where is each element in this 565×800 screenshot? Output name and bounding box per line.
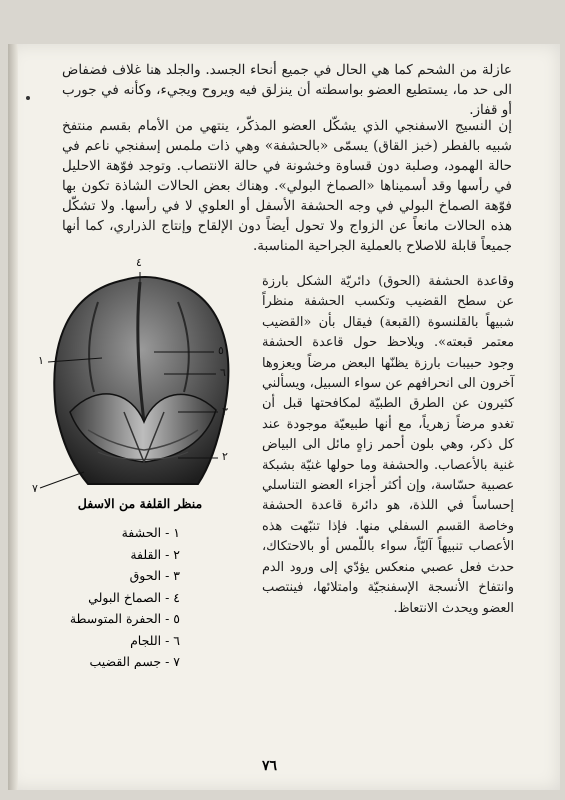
legend-item: ٥ - الحفرة المتوسطة: [69, 611, 180, 626]
paragraph-2: إن النسيج الاسفنجي الذي يشكّل العضو المذكّر، ينتهي من الأمام بقسم منتفخ شبيه بالفطر (خبز القاق) يسمّى «بالحشفة» وهي ذات ملمس إسفنجي ناعم في حالة الهمود، وصلبة دون قساوة وخشونة في حالة الانتصاب. وتوجد فوّهة الاحليل في رأسها وقد أسميناها «الصماخ البولي». وهناك بعض الحالات الشاذة تكون بها فوّهة الصماخ البولي في وجه الحشفة الأسفل أو العلوي لا في رأسها. ولا تشكّل هذه الحالات مانعاً عن الزواج ولا تحول أيضاً دون الإلقاح وإنتاج الذراري، كما أنها جميعاً قابلة للاصلاح بالعملية الجراحية المناسبة.: [62, 118, 512, 254]
paragraph-1: عازلة من الشحم كما هي الحال في جميع أنحاء الجسد. والجلد هنا غلاف فضفاض الى حد ما، يستطيع العضو بواسطته أن ينزلق فيه ويروح ويجيء، وكأنه في جورب أو قفاز.: [62, 62, 512, 118]
figure-caption: منظر القلفة من الاسفل: [77, 496, 203, 511]
figure-legend: [40, 522, 180, 673]
callout-6: ٦: [220, 366, 226, 379]
margin-mark: [26, 96, 30, 100]
legend-item: ١ - الحشفة: [121, 525, 180, 540]
column-paragraph: وقاعدة الحشفة (الحوق) دائريّة الشكل بارزة عن سطح القضيب وتكسب الحشفة منظراً شبيهاً بالقلنسوة (القبعة) فيقال بأن «القضيب معتمر قبعته». ويلاحظ حول قاعدة الحشفة وجود حبيبات بارزة يظنّها البعض مرضاً ويعزوها آخرون الى انحرافهم عن سواء السبيل، ويسألني كثيرون عن الطرق الطبيّة لمكافحتها قبل أن تغدو مرضاً زهرياً، مع أنها طبيعيّة موجودة عند كل ذكر، وهي بلون أحمر زاهٍ مائل الى البياض غنية بالأعصاب. والحشفة وما حولها غنيّة بشبكة عصبية حسّاسة، وإن أكثر أجزاء العضو التناسلي إحساساً في اللذة، هو دائرة قاعدة الحشفة وخاصة القسم السفلي منها. فإذا تنبّهت هذه الأعصاب تنبيهاً آليّاً، سواء باللّمس أو بالاحتكاك، حدث فعل عصبي منعكس يؤدّي إلى ورود الدم وانتفاخ الأنسجة الإسفنجيّة وامتلائها، فينتصب العضو ويحدث الانتعاظ.: [262, 274, 514, 616]
legend-item: ٣ - الحوق: [129, 568, 180, 583]
page-number: ٧٦: [262, 758, 278, 774]
callout-2: ٢: [222, 450, 228, 463]
legend-item: ٤ - الصماخ البولي: [88, 589, 180, 605]
book-spine: [8, 44, 18, 790]
callout-5: ٥: [218, 344, 224, 357]
legend-item: ٧ - جسم القضيب: [89, 654, 180, 669]
callout-3: ٣: [222, 405, 228, 418]
callout-1: ١: [38, 354, 44, 367]
callout-4: ٤: [136, 256, 142, 269]
legend-item: ٢ - القلفة: [130, 546, 180, 562]
legend-item: ٦ - اللجام: [130, 632, 180, 648]
anatomical-figure: [28, 256, 254, 495]
callout-7: ٧: [32, 482, 38, 495]
